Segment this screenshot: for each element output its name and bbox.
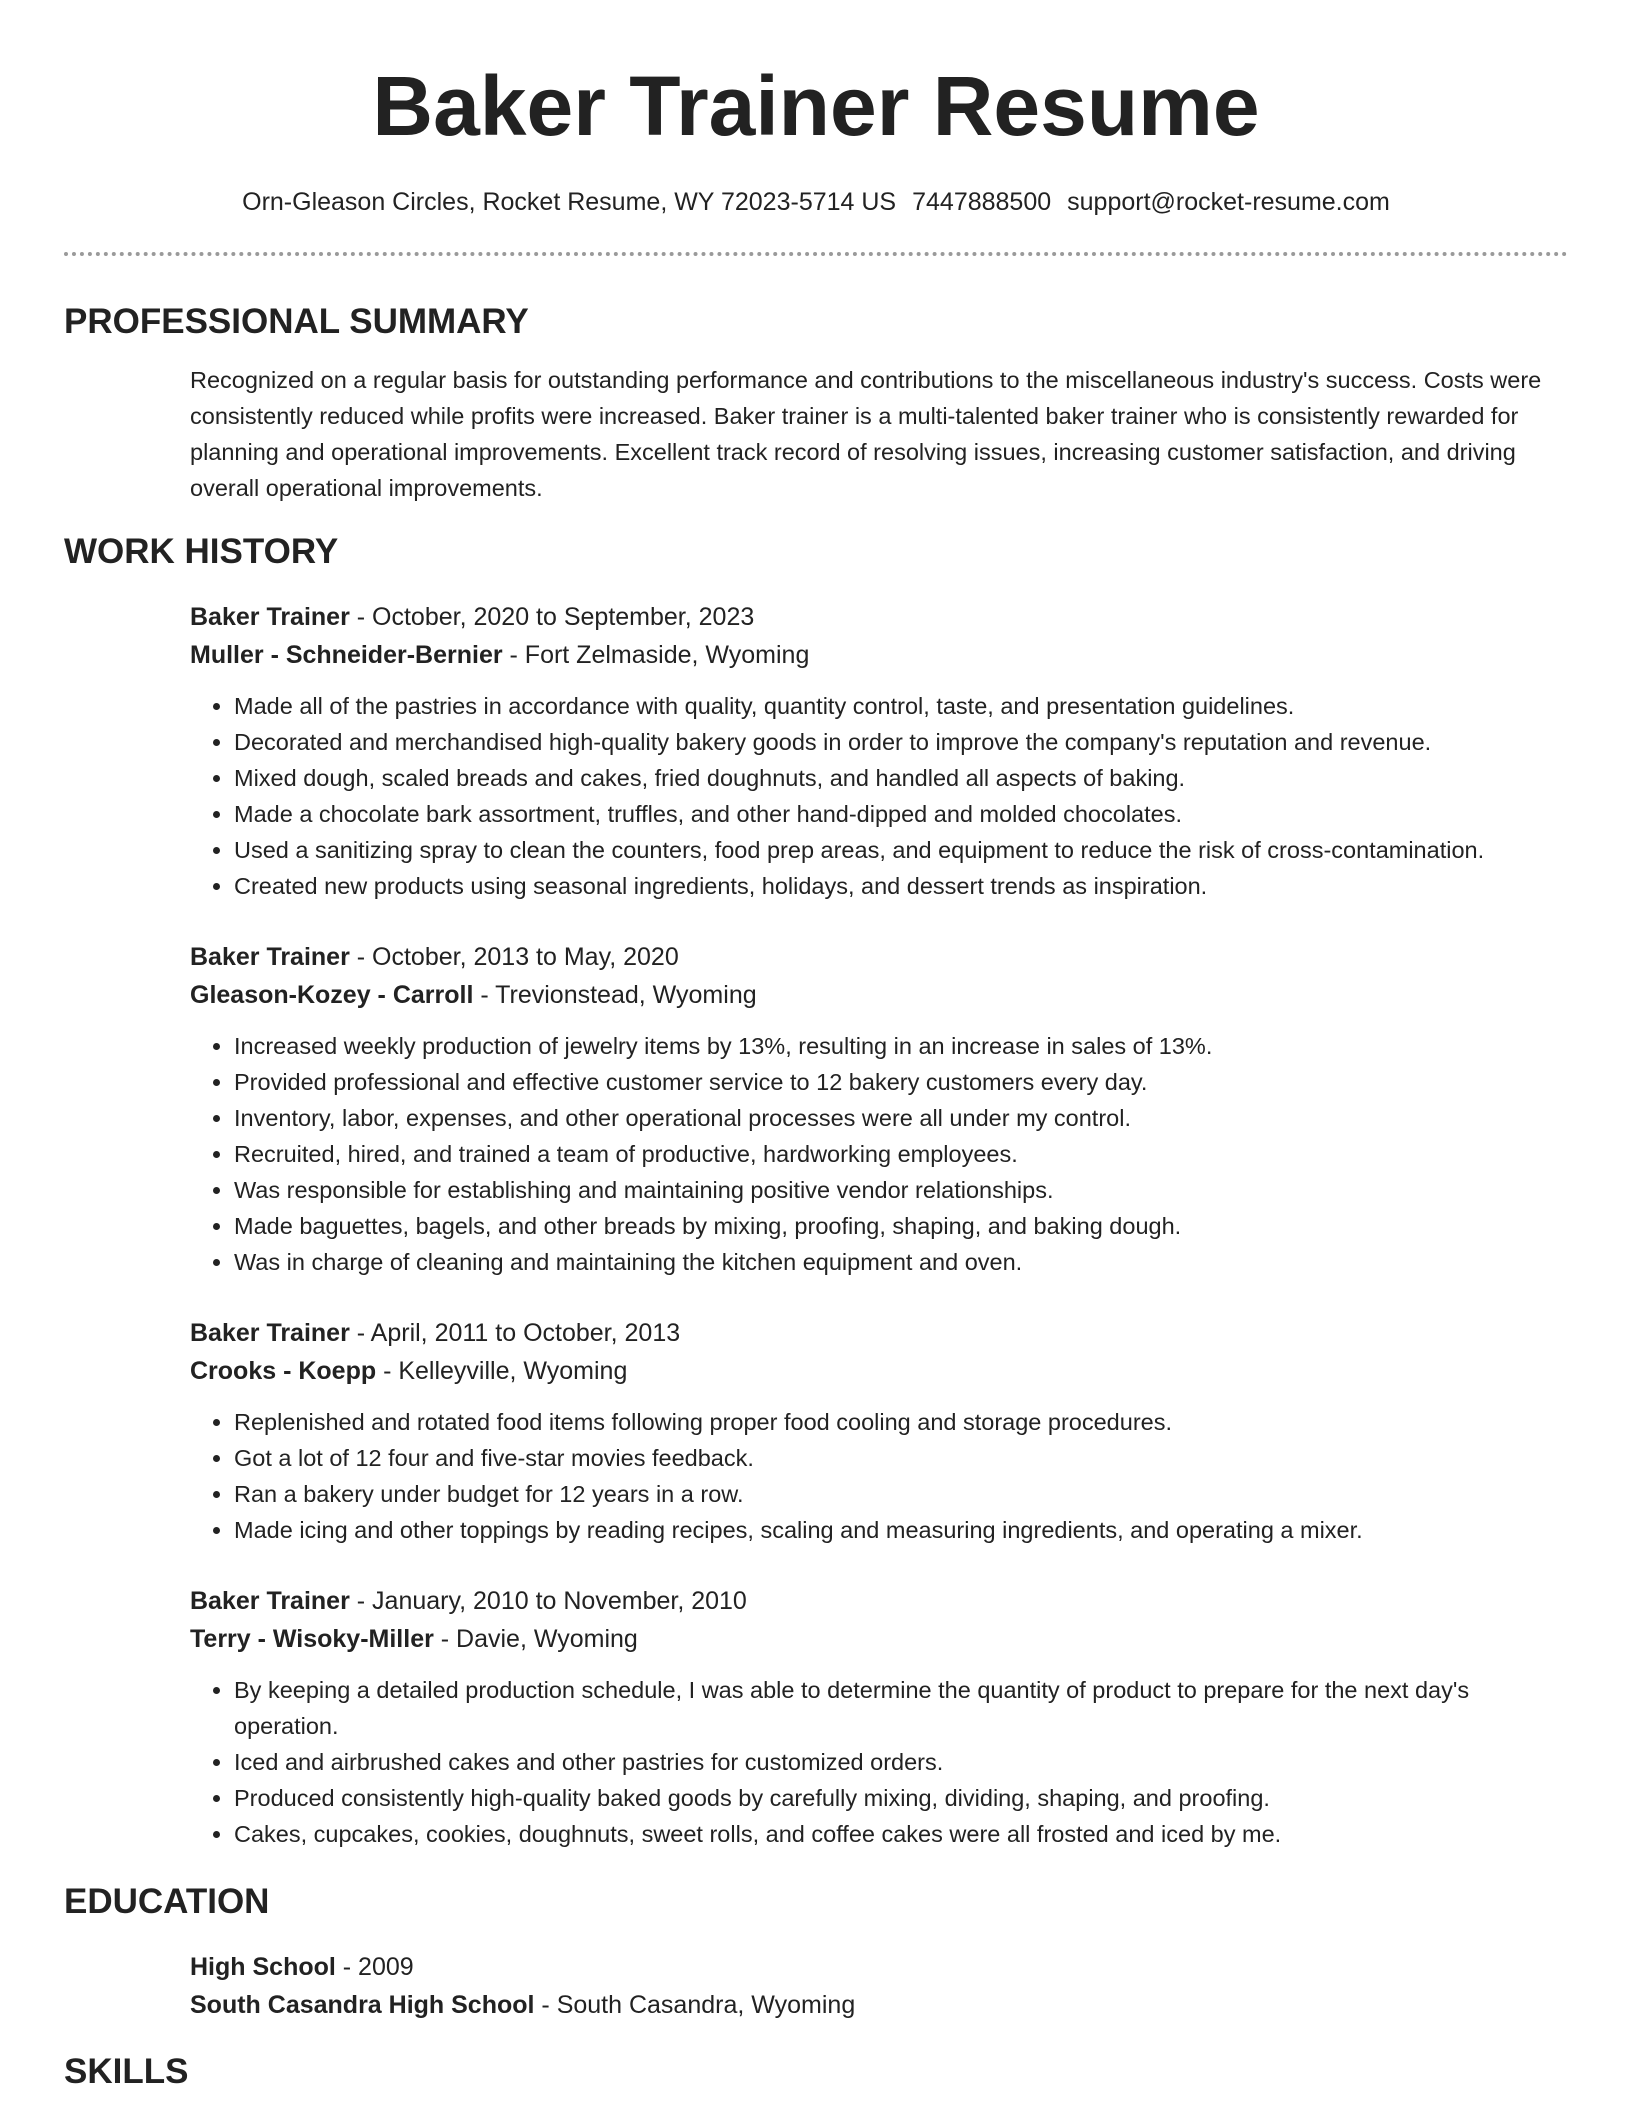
section-title-education: EDUCATION xyxy=(64,1882,270,1921)
education-degree: High School xyxy=(190,1953,336,1981)
list-item: • Recruited, hired, and trained a team of productive, hardworking employees. xyxy=(234,1136,1570,1172)
job-company-line xyxy=(190,1352,1568,1390)
header-divider xyxy=(64,252,1568,256)
job-company: Gleason-Kozey - Carroll xyxy=(190,981,474,1009)
contact-phone: 7447888500 xyxy=(912,188,1052,216)
list-item: • Provided professional and effective customer service to 12 bakery customers every day. xyxy=(234,1064,1570,1100)
section-title-summary: PROFESSIONAL SUMMARY xyxy=(64,302,529,341)
list-item: • Cakes, cupcakes, cookies, doughnuts, sweet rolls, and coffee cakes were all frosted and iced by me. xyxy=(234,1816,1570,1852)
list-item: • Increased weekly production of jewelry items by 13%, resulting in an increase in sales of 13%. xyxy=(234,1028,1570,1064)
contact-address: Orn-Gleason Circles, Rocket Resume, WY 72023-5714 US xyxy=(242,188,897,216)
section-title-work-history: WORK HISTORY xyxy=(64,532,339,571)
education-school: South Casandra High School xyxy=(190,1991,535,2019)
job-entry xyxy=(190,1314,1568,1548)
job-role: Baker Trainer xyxy=(190,603,350,631)
job-bullets xyxy=(190,1404,1570,1548)
job-company: Muller - Schneider-Bernier xyxy=(190,641,503,669)
summary-text: Recognized on a regular basis for outstanding performance and contributions to the miscellaneous industry's success. Costs were consistently reduced while profits were increased. Baker trainer is a multi-talented baker trainer who is consistently rewarded for planning and operational improvements. Excellent track record of resolving issues, increasing customer satisfaction, and driving overall operational improvements. xyxy=(190,367,1542,501)
job-company: Crooks - Koepp xyxy=(190,1357,377,1385)
job-bullets xyxy=(190,688,1570,904)
list-item: • Created new products using seasonal ingredients, holidays, and dessert trends as inspiration. xyxy=(234,868,1570,904)
list-item: • Made all of the pastries in accordance with quality, quantity control, taste, and presentation guidelines. xyxy=(234,688,1570,724)
job-dates: - April, 2011 to October, 2013 xyxy=(349,1319,681,1347)
job-role: Baker Trainer xyxy=(190,943,350,971)
job-role: Baker Trainer xyxy=(190,1319,350,1347)
job-entry xyxy=(190,1582,1568,1852)
list-item: • By keeping a detailed production schedule, I was able to determine the quantity of product to prepare for the next day's operation. xyxy=(234,1672,1570,1744)
list-item: • Produced consistently high-quality baked goods by carefully mixing, dividing, shaping, and proofing. xyxy=(234,1780,1570,1816)
list-item: • Decorated and merchandised high-quality bakery goods in order to improve the company's reputation and revenue. xyxy=(234,724,1570,760)
job-title-line xyxy=(190,938,1568,976)
resume-title: Baker Trainer Resume xyxy=(372,59,1260,153)
contact-line xyxy=(64,184,1568,220)
education-entry xyxy=(190,1948,1568,2024)
job-company: Terry - Wisoky-Miller xyxy=(190,1625,434,1653)
job-company-line xyxy=(190,1620,1568,1658)
job-bullets xyxy=(190,1672,1570,1852)
education-year: - 2009 xyxy=(335,1953,414,1981)
list-item: • Iced and airbrushed cakes and other pastries for customized orders. xyxy=(234,1744,1570,1780)
list-item: • Made icing and other toppings by reading recipes, scaling and measuring ingredients, and operating a mixer. xyxy=(234,1512,1570,1548)
job-bullets xyxy=(190,1028,1570,1280)
list-item: • Was responsible for establishing and maintaining positive vendor relationships. xyxy=(234,1172,1570,1208)
list-item: • Ran a bakery under budget for 12 years in a row. xyxy=(234,1476,1570,1512)
list-item: • Inventory, labor, expenses, and other operational processes were all under my control. xyxy=(234,1100,1570,1136)
job-role: Baker Trainer xyxy=(190,1587,350,1615)
job-location: - Kelleyville, Wyoming xyxy=(376,1357,628,1385)
job-dates: - October, 2020 to September, 2023 xyxy=(349,603,755,631)
job-location: - Davie, Wyoming xyxy=(433,1625,638,1653)
job-dates: - October, 2013 to May, 2020 xyxy=(349,943,679,971)
job-entry xyxy=(190,938,1568,1280)
list-item: • Used a sanitizing spray to clean the counters, food prep areas, and equipment to reduce the risk of cross-contamination. xyxy=(234,832,1570,868)
job-title-line xyxy=(190,1582,1568,1620)
list-item: • Mixed dough, scaled breads and cakes, fried doughnuts, and handled all aspects of baking. xyxy=(234,760,1570,796)
job-title-line xyxy=(190,1314,1568,1352)
job-location: - Fort Zelmaside, Wyoming xyxy=(502,641,810,669)
education-school-line xyxy=(190,1986,1568,2024)
section-title-skills: SKILLS xyxy=(64,2052,189,2091)
list-item: • Replenished and rotated food items following proper food cooling and storage procedures. xyxy=(234,1404,1570,1440)
job-dates: - January, 2010 to November, 2010 xyxy=(349,1587,747,1615)
education-location: - South Casandra, Wyoming xyxy=(534,1991,856,2019)
job-company-line xyxy=(190,976,1568,1014)
contact-email: support@rocket-resume.com xyxy=(1067,188,1390,216)
list-item: • Made a chocolate bark assortment, truffles, and other hand-dipped and molded chocolates. xyxy=(234,796,1570,832)
job-entry xyxy=(190,598,1568,904)
list-item: • Made baguettes, bagels, and other breads by mixing, proofing, shaping, and baking dough. xyxy=(234,1208,1570,1244)
job-title-line xyxy=(190,598,1568,636)
job-company-line xyxy=(190,636,1568,674)
list-item: • Got a lot of 12 four and five-star movies feedback. xyxy=(234,1440,1570,1476)
education-degree-line xyxy=(190,1948,1568,1986)
list-item: • Was in charge of cleaning and maintaining the kitchen equipment and oven. xyxy=(234,1244,1570,1280)
job-location: - Trevionstead, Wyoming xyxy=(473,981,757,1009)
resume-page xyxy=(64,0,1568,2094)
